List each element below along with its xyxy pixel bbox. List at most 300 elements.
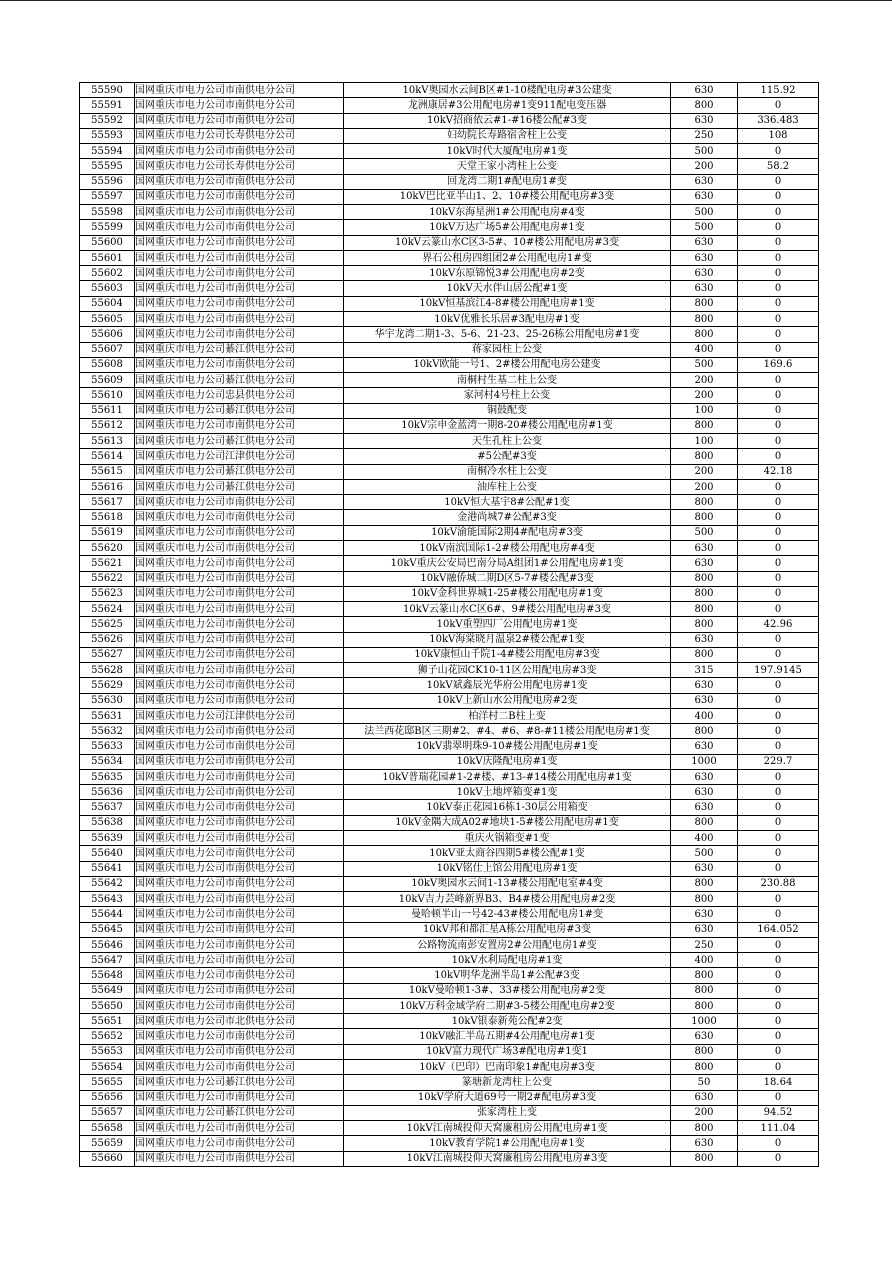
table-row xyxy=(80,922,819,937)
company-name-cell: 国网重庆市电力公司綦江供电分公司 xyxy=(135,342,344,357)
company-name-cell: 国网重庆市电力公司市南供电分公司 xyxy=(135,1121,344,1136)
capacity-cell: 630 xyxy=(671,189,738,204)
value-cell: 0 xyxy=(738,98,819,113)
capacity-cell: 800 xyxy=(671,1151,738,1166)
table-body xyxy=(80,83,819,1167)
table-row xyxy=(80,953,819,968)
transformer-name-cell: 天生孔柱上公变 xyxy=(344,434,671,449)
capacity-cell: 800 xyxy=(671,418,738,433)
table-row xyxy=(80,113,819,128)
value-cell: 0 xyxy=(738,540,819,555)
transformer-name-cell: 家河村4号柱上公变 xyxy=(344,388,671,403)
capacity-cell: 630 xyxy=(671,907,738,922)
capacity-cell: 630 xyxy=(671,281,738,296)
table-row xyxy=(80,678,819,693)
row-id-cell: 55610 xyxy=(80,388,135,403)
capacity-cell: 200 xyxy=(671,159,738,174)
transformer-name-cell: 狮子山花园CK10-11区公用配电房#3变 xyxy=(344,663,671,678)
transformer-table xyxy=(79,82,819,1167)
company-name-cell: 国网重庆市电力公司市南供电分公司 xyxy=(135,785,344,800)
row-id-cell: 55660 xyxy=(80,1151,135,1166)
transformer-name-cell: 10kV吉力芸峰新界B3、B4#楼公用配电房#2变 xyxy=(344,892,671,907)
capacity-cell: 800 xyxy=(671,815,738,830)
value-cell: 0 xyxy=(738,144,819,159)
row-id-cell: 55658 xyxy=(80,1121,135,1136)
table-row xyxy=(80,647,819,662)
value-cell: 0 xyxy=(738,1014,819,1029)
value-cell: 0 xyxy=(738,525,819,540)
transformer-name-cell: 界石公租房四组团2#公用配电房1#变 xyxy=(344,250,671,265)
company-name-cell: 国网重庆市电力公司市南供电分公司 xyxy=(135,998,344,1013)
row-id-cell: 55655 xyxy=(80,1075,135,1090)
value-cell: 0 xyxy=(738,724,819,739)
row-id-cell: 55639 xyxy=(80,831,135,846)
capacity-cell: 630 xyxy=(671,800,738,815)
value-cell: 0 xyxy=(738,189,819,204)
row-id-cell: 55602 xyxy=(80,266,135,281)
table-row xyxy=(80,983,819,998)
transformer-name-cell: 10kV铭仕上馆公用配电房#1变 xyxy=(344,861,671,876)
value-cell: 0 xyxy=(738,800,819,815)
value-cell: 0 xyxy=(738,266,819,281)
capacity-cell: 800 xyxy=(671,1044,738,1059)
company-name-cell: 国网重庆市电力公司市南供电分公司 xyxy=(135,647,344,662)
row-id-cell: 55648 xyxy=(80,968,135,983)
transformer-name-cell: 10kV万科金域学府二期#3-5楼公用配电房#2变 xyxy=(344,998,671,1013)
table-row xyxy=(80,235,819,250)
value-cell: 108 xyxy=(738,128,819,143)
capacity-cell: 800 xyxy=(671,1060,738,1075)
transformer-name-cell: 南桐冷水柱上公变 xyxy=(344,464,671,479)
company-name-cell: 国网重庆市电力公司长寿供电分公司 xyxy=(135,128,344,143)
row-id-cell: 55654 xyxy=(80,1060,135,1075)
row-id-cell: 55638 xyxy=(80,815,135,830)
row-id-cell: 55614 xyxy=(80,449,135,464)
table-row xyxy=(80,220,819,235)
row-id-cell: 55596 xyxy=(80,174,135,189)
capacity-cell: 800 xyxy=(671,571,738,586)
row-id-cell: 55619 xyxy=(80,525,135,540)
table-row xyxy=(80,159,819,174)
transformer-name-cell: 天堂王家小湾柱上公变 xyxy=(344,159,671,174)
transformer-name-cell: 10kV水利局配电房#1变 xyxy=(344,953,671,968)
company-name-cell: 国网重庆市电力公司市南供电分公司 xyxy=(135,1029,344,1044)
table-row xyxy=(80,205,819,220)
row-id-cell: 55656 xyxy=(80,1090,135,1105)
capacity-cell: 800 xyxy=(671,998,738,1013)
transformer-name-cell: 10kV庆隆配电房#1变 xyxy=(344,754,671,769)
capacity-cell: 500 xyxy=(671,525,738,540)
transformer-name-cell: 10kV曼哈顿1-3#、33#楼公用配电房#2变 xyxy=(344,983,671,998)
value-cell: 0 xyxy=(738,495,819,510)
company-name-cell: 国网重庆市电力公司市南供电分公司 xyxy=(135,281,344,296)
row-id-cell: 55649 xyxy=(80,983,135,998)
capacity-cell: 250 xyxy=(671,128,738,143)
transformer-name-cell: 10kV海棠晓月温泉2#楼公配#1变 xyxy=(344,632,671,647)
transformer-name-cell: 柏洋村二B柱上变 xyxy=(344,708,671,723)
row-id-cell: 55595 xyxy=(80,159,135,174)
value-cell: 0 xyxy=(738,968,819,983)
transformer-name-cell: 10kV融侨城二期D区5-7#楼公配#3变 xyxy=(344,571,671,586)
row-id-cell: 55637 xyxy=(80,800,135,815)
capacity-cell: 800 xyxy=(671,327,738,342)
transformer-name-cell: 10kV重庆公安局巴南分局A组团1#公用配电房#1变 xyxy=(344,556,671,571)
row-id-cell: 55594 xyxy=(80,144,135,159)
table-row xyxy=(80,571,819,586)
capacity-cell: 630 xyxy=(671,540,738,555)
table-row xyxy=(80,861,819,876)
table-row xyxy=(80,1121,819,1136)
capacity-cell: 800 xyxy=(671,510,738,525)
company-name-cell: 国网重庆市电力公司綦江供电分公司 xyxy=(135,479,344,494)
table-row xyxy=(80,449,819,464)
table-row xyxy=(80,342,819,357)
row-id-cell: 55608 xyxy=(80,357,135,372)
table-row xyxy=(80,1136,819,1151)
table-row xyxy=(80,373,819,388)
capacity-cell: 630 xyxy=(671,1136,738,1151)
row-id-cell: 55607 xyxy=(80,342,135,357)
company-name-cell: 国网重庆市电力公司市南供电分公司 xyxy=(135,525,344,540)
capacity-cell: 800 xyxy=(671,98,738,113)
transformer-name-cell: 10kV宗申金蓝湾一期8-20#楼公用配电房#1变 xyxy=(344,418,671,433)
row-id-cell: 55659 xyxy=(80,1136,135,1151)
capacity-cell: 800 xyxy=(671,1121,738,1136)
company-name-cell: 国网重庆市电力公司市南供电分公司 xyxy=(135,1044,344,1059)
transformer-name-cell: 华宇龙湾二期1-3、5-6、21-23、25-26栋公用配电房#1变 xyxy=(344,327,671,342)
capacity-cell: 630 xyxy=(671,922,738,937)
company-name-cell: 国网重庆市电力公司市南供电分公司 xyxy=(135,266,344,281)
company-name-cell: 国网重庆市电力公司市北供电分公司 xyxy=(135,1014,344,1029)
company-name-cell: 国网重庆市电力公司市南供电分公司 xyxy=(135,510,344,525)
table-row xyxy=(80,1105,819,1120)
capacity-cell: 630 xyxy=(671,632,738,647)
transformer-name-cell: 10kV银泰新苑公配#2变 xyxy=(344,1014,671,1029)
row-id-cell: 55601 xyxy=(80,250,135,265)
table-row xyxy=(80,892,819,907)
capacity-cell: 500 xyxy=(671,144,738,159)
row-id-cell: 55625 xyxy=(80,617,135,632)
value-cell: 336.483 xyxy=(738,113,819,128)
value-cell: 0 xyxy=(738,250,819,265)
table-row xyxy=(80,769,819,784)
company-name-cell: 国网重庆市电力公司市南供电分公司 xyxy=(135,724,344,739)
transformer-name-cell: 蒋家园柱上公变 xyxy=(344,342,671,357)
value-cell: 0 xyxy=(738,311,819,326)
transformer-name-cell: 10kV亚太商谷四期5#楼公配#1变 xyxy=(344,846,671,861)
value-cell: 0 xyxy=(738,1060,819,1075)
table-row xyxy=(80,968,819,983)
row-id-cell: 55593 xyxy=(80,128,135,143)
capacity-cell: 630 xyxy=(671,113,738,128)
row-id-cell: 55657 xyxy=(80,1105,135,1120)
company-name-cell: 国网重庆市电力公司市南供电分公司 xyxy=(135,235,344,250)
table-row xyxy=(80,754,819,769)
table-row xyxy=(80,663,819,678)
table-row xyxy=(80,876,819,891)
company-name-cell: 国网重庆市电力公司忠县供电分公司 xyxy=(135,388,344,403)
value-cell: 0 xyxy=(738,205,819,220)
row-id-cell: 55630 xyxy=(80,693,135,708)
row-id-cell: 55590 xyxy=(80,83,135,98)
row-id-cell: 55599 xyxy=(80,220,135,235)
table-row xyxy=(80,98,819,113)
value-cell: 0 xyxy=(738,479,819,494)
transformer-name-cell: 10kV优雅长乐居#3配电房#1变 xyxy=(344,311,671,326)
value-cell: 0 xyxy=(738,953,819,968)
row-id-cell: 55592 xyxy=(80,113,135,128)
company-name-cell: 国网重庆市电力公司市南供电分公司 xyxy=(135,495,344,510)
transformer-name-cell: 10kV邦和都汇星A栋公用配电房#3变 xyxy=(344,922,671,937)
value-cell: 0 xyxy=(738,693,819,708)
value-cell: 0 xyxy=(738,708,819,723)
table-row xyxy=(80,189,819,204)
row-id-cell: 55640 xyxy=(80,846,135,861)
value-cell: 0 xyxy=(738,434,819,449)
value-cell: 0 xyxy=(738,418,819,433)
value-cell: 0 xyxy=(738,1136,819,1151)
value-cell: 111.04 xyxy=(738,1121,819,1136)
capacity-cell: 200 xyxy=(671,388,738,403)
capacity-cell: 200 xyxy=(671,479,738,494)
row-id-cell: 55633 xyxy=(80,739,135,754)
company-name-cell: 国网重庆市电力公司市南供电分公司 xyxy=(135,113,344,128)
capacity-cell: 630 xyxy=(671,174,738,189)
transformer-name-cell: 10kV土地坪箱变#1变 xyxy=(344,785,671,800)
value-cell: 0 xyxy=(738,281,819,296)
value-cell: 0 xyxy=(738,571,819,586)
value-cell: 94.52 xyxy=(738,1105,819,1120)
company-name-cell: 国网重庆市电力公司市南供电分公司 xyxy=(135,83,344,98)
transformer-name-cell: 10kV万达广场5#公用配电房#1变 xyxy=(344,220,671,235)
table-row xyxy=(80,846,819,861)
company-name-cell: 国网重庆市电力公司市南供电分公司 xyxy=(135,418,344,433)
capacity-cell: 630 xyxy=(671,250,738,265)
company-name-cell: 国网重庆市电力公司綦江供电分公司 xyxy=(135,464,344,479)
capacity-cell: 800 xyxy=(671,876,738,891)
row-id-cell: 55618 xyxy=(80,510,135,525)
company-name-cell: 国网重庆市电力公司市南供电分公司 xyxy=(135,189,344,204)
table-row xyxy=(80,464,819,479)
value-cell: 0 xyxy=(738,907,819,922)
table-row xyxy=(80,1075,819,1090)
row-id-cell: 55605 xyxy=(80,311,135,326)
row-id-cell: 55629 xyxy=(80,678,135,693)
row-id-cell: 55603 xyxy=(80,281,135,296)
table-row xyxy=(80,1044,819,1059)
row-id-cell: 55616 xyxy=(80,479,135,494)
value-cell: 0 xyxy=(738,220,819,235)
company-name-cell: 国网重庆市电力公司綦江供电分公司 xyxy=(135,1105,344,1120)
capacity-cell: 800 xyxy=(671,617,738,632)
value-cell: 0 xyxy=(738,1090,819,1105)
company-name-cell: 国网重庆市电力公司市南供电分公司 xyxy=(135,311,344,326)
company-name-cell: 国网重庆市电力公司市南供电分公司 xyxy=(135,540,344,555)
table-row xyxy=(80,739,819,754)
table-row xyxy=(80,1151,819,1166)
company-name-cell: 国网重庆市电力公司市南供电分公司 xyxy=(135,632,344,647)
row-id-cell: 55622 xyxy=(80,571,135,586)
capacity-cell: 800 xyxy=(671,586,738,601)
capacity-cell: 800 xyxy=(671,647,738,662)
transformer-name-cell: 重庆火锅箱变#1变 xyxy=(344,831,671,846)
row-id-cell: 55624 xyxy=(80,602,135,617)
transformer-name-cell: 10kV金科世界城1-25#楼公用配电房#1变 xyxy=(344,586,671,601)
transformer-name-cell: 10kV奥园水云间1-13#楼公用配电室#4变 xyxy=(344,876,671,891)
capacity-cell: 500 xyxy=(671,846,738,861)
company-name-cell: 国网重庆市电力公司市南供电分公司 xyxy=(135,754,344,769)
capacity-cell: 50 xyxy=(671,1075,738,1090)
value-cell: 0 xyxy=(738,586,819,601)
table-row xyxy=(80,724,819,739)
row-id-cell: 55647 xyxy=(80,953,135,968)
table-row xyxy=(80,1029,819,1044)
table-row xyxy=(80,510,819,525)
company-name-cell: 国网重庆市电力公司市南供电分公司 xyxy=(135,1136,344,1151)
transformer-name-cell: 10kV江南城投仰天窝廉租房公用配电房#3变 xyxy=(344,1151,671,1166)
transformer-name-cell: 10kV南滨国际1-2#楼公用配电房#4变 xyxy=(344,540,671,555)
value-cell: 197.9145 xyxy=(738,663,819,678)
capacity-cell: 1000 xyxy=(671,1014,738,1029)
row-id-cell: 55620 xyxy=(80,540,135,555)
capacity-cell: 1000 xyxy=(671,754,738,769)
capacity-cell: 630 xyxy=(671,739,738,754)
row-id-cell: 55626 xyxy=(80,632,135,647)
transformer-name-cell: 10kV（巴印）巴南印象1#配电房#3变 xyxy=(344,1060,671,1075)
company-name-cell: 国网重庆市电力公司市南供电分公司 xyxy=(135,205,344,220)
transformer-name-cell: 妇幼院长寿路宿舍柱上公变 xyxy=(344,128,671,143)
row-id-cell: 55600 xyxy=(80,235,135,250)
transformer-name-cell: 10kV明华龙洲半岛1#公配#3变 xyxy=(344,968,671,983)
transformer-name-cell: 10kV招商依云#1-#16楼公配#3变 xyxy=(344,113,671,128)
row-id-cell: 55613 xyxy=(80,434,135,449)
transformer-name-cell: 10kV云篆山水C区3-5#、10#楼公用配电房#3变 xyxy=(344,235,671,250)
value-cell: 0 xyxy=(738,937,819,952)
value-cell: 0 xyxy=(738,632,819,647)
value-cell: 0 xyxy=(738,1151,819,1166)
value-cell: 164.052 xyxy=(738,922,819,937)
capacity-cell: 100 xyxy=(671,434,738,449)
table-row xyxy=(80,128,819,143)
value-cell: 0 xyxy=(738,831,819,846)
table-row xyxy=(80,83,819,98)
transformer-name-cell: 10kV富力现代广场3#配电房#1变1 xyxy=(344,1044,671,1059)
transformer-name-cell: 10kV巴比亚半山1、2、10#楼公用配电房#3变 xyxy=(344,189,671,204)
transformer-name-cell: 10kV翡翠明珠9-10#楼公用配电房#1变 xyxy=(344,739,671,754)
value-cell: 42.96 xyxy=(738,617,819,632)
capacity-cell: 200 xyxy=(671,464,738,479)
table-row xyxy=(80,311,819,326)
company-name-cell: 国网重庆市电力公司市南供电分公司 xyxy=(135,907,344,922)
capacity-cell: 200 xyxy=(671,1105,738,1120)
row-id-cell: 55635 xyxy=(80,769,135,784)
capacity-cell: 800 xyxy=(671,495,738,510)
transformer-name-cell: 公路物流南彭安置房2#公用配电房1#变 xyxy=(344,937,671,952)
value-cell: 0 xyxy=(738,769,819,784)
transformer-name-cell: 10kV教育学院1#公用配电房#1变 xyxy=(344,1136,671,1151)
capacity-cell: 200 xyxy=(671,373,738,388)
table-row xyxy=(80,800,819,815)
company-name-cell: 国网重庆市电力公司市南供电分公司 xyxy=(135,968,344,983)
company-name-cell: 国网重庆市电力公司市南供电分公司 xyxy=(135,861,344,876)
table-row xyxy=(80,540,819,555)
row-id-cell: 55597 xyxy=(80,189,135,204)
row-id-cell: 55628 xyxy=(80,663,135,678)
company-name-cell: 国网重庆市电力公司市南供电分公司 xyxy=(135,571,344,586)
company-name-cell: 国网重庆市电力公司市南供电分公司 xyxy=(135,250,344,265)
capacity-cell: 630 xyxy=(671,1029,738,1044)
value-cell: 0 xyxy=(738,510,819,525)
row-id-cell: 55609 xyxy=(80,373,135,388)
value-cell: 115.92 xyxy=(738,83,819,98)
value-cell: 0 xyxy=(738,174,819,189)
transformer-name-cell: 南桐村生基二柱上公变 xyxy=(344,373,671,388)
company-name-cell: 国网重庆市电力公司綦江供电分公司 xyxy=(135,434,344,449)
value-cell: 0 xyxy=(738,373,819,388)
company-name-cell: 国网重庆市电力公司市南供电分公司 xyxy=(135,831,344,846)
transformer-name-cell: 篆塘新龙湾柱上公变 xyxy=(344,1075,671,1090)
value-cell: 0 xyxy=(738,815,819,830)
value-cell: 0 xyxy=(738,403,819,418)
company-name-cell: 国网重庆市电力公司市南供电分公司 xyxy=(135,1060,344,1075)
capacity-cell: 315 xyxy=(671,663,738,678)
table-row xyxy=(80,907,819,922)
value-cell: 0 xyxy=(738,739,819,754)
transformer-name-cell: 铜鼓配变 xyxy=(344,403,671,418)
transformer-name-cell: 10kV泰正花园16栋1-30层公用箱变 xyxy=(344,800,671,815)
capacity-cell: 500 xyxy=(671,357,738,372)
value-cell: 0 xyxy=(738,602,819,617)
transformer-name-cell: 曼哈顿半山一号42-43#楼公用配电房1#变 xyxy=(344,907,671,922)
value-cell: 0 xyxy=(738,1029,819,1044)
row-id-cell: 55591 xyxy=(80,98,135,113)
capacity-cell: 800 xyxy=(671,968,738,983)
table-row xyxy=(80,250,819,265)
row-id-cell: 55636 xyxy=(80,785,135,800)
table-row xyxy=(80,693,819,708)
capacity-cell: 500 xyxy=(671,205,738,220)
capacity-cell: 400 xyxy=(671,831,738,846)
capacity-cell: 800 xyxy=(671,296,738,311)
value-cell: 0 xyxy=(738,388,819,403)
transformer-name-cell: 张家湾柱上变 xyxy=(344,1105,671,1120)
company-name-cell: 国网重庆市电力公司长寿供电分公司 xyxy=(135,159,344,174)
transformer-name-cell: 10kV斌鑫辰光华府公用配电房#1变 xyxy=(344,678,671,693)
table-row xyxy=(80,403,819,418)
value-cell: 0 xyxy=(738,892,819,907)
capacity-cell: 400 xyxy=(671,708,738,723)
table-row xyxy=(80,1014,819,1029)
transformer-name-cell: 10kV欧能一号1、2#楼公用配电房公建变 xyxy=(344,357,671,372)
company-name-cell: 国网重庆市电力公司市南供电分公司 xyxy=(135,1151,344,1166)
capacity-cell: 630 xyxy=(671,1090,738,1105)
page-top-border xyxy=(0,0,892,1)
row-id-cell: 55652 xyxy=(80,1029,135,1044)
company-name-cell: 国网重庆市电力公司江津供电分公司 xyxy=(135,708,344,723)
table-row xyxy=(80,785,819,800)
table-row xyxy=(80,831,819,846)
table-row xyxy=(80,815,819,830)
transformer-name-cell: 10kV云篆山水C区6#、9#楼公用配电房#3变 xyxy=(344,602,671,617)
value-cell: 0 xyxy=(738,846,819,861)
company-name-cell: 国网重庆市电力公司市南供电分公司 xyxy=(135,815,344,830)
capacity-cell: 630 xyxy=(671,693,738,708)
row-id-cell: 55606 xyxy=(80,327,135,342)
table-row xyxy=(80,266,819,281)
table-row xyxy=(80,281,819,296)
company-name-cell: 国网重庆市电力公司江津供电分公司 xyxy=(135,449,344,464)
company-name-cell: 国网重庆市电力公司綦江供电分公司 xyxy=(135,1075,344,1090)
